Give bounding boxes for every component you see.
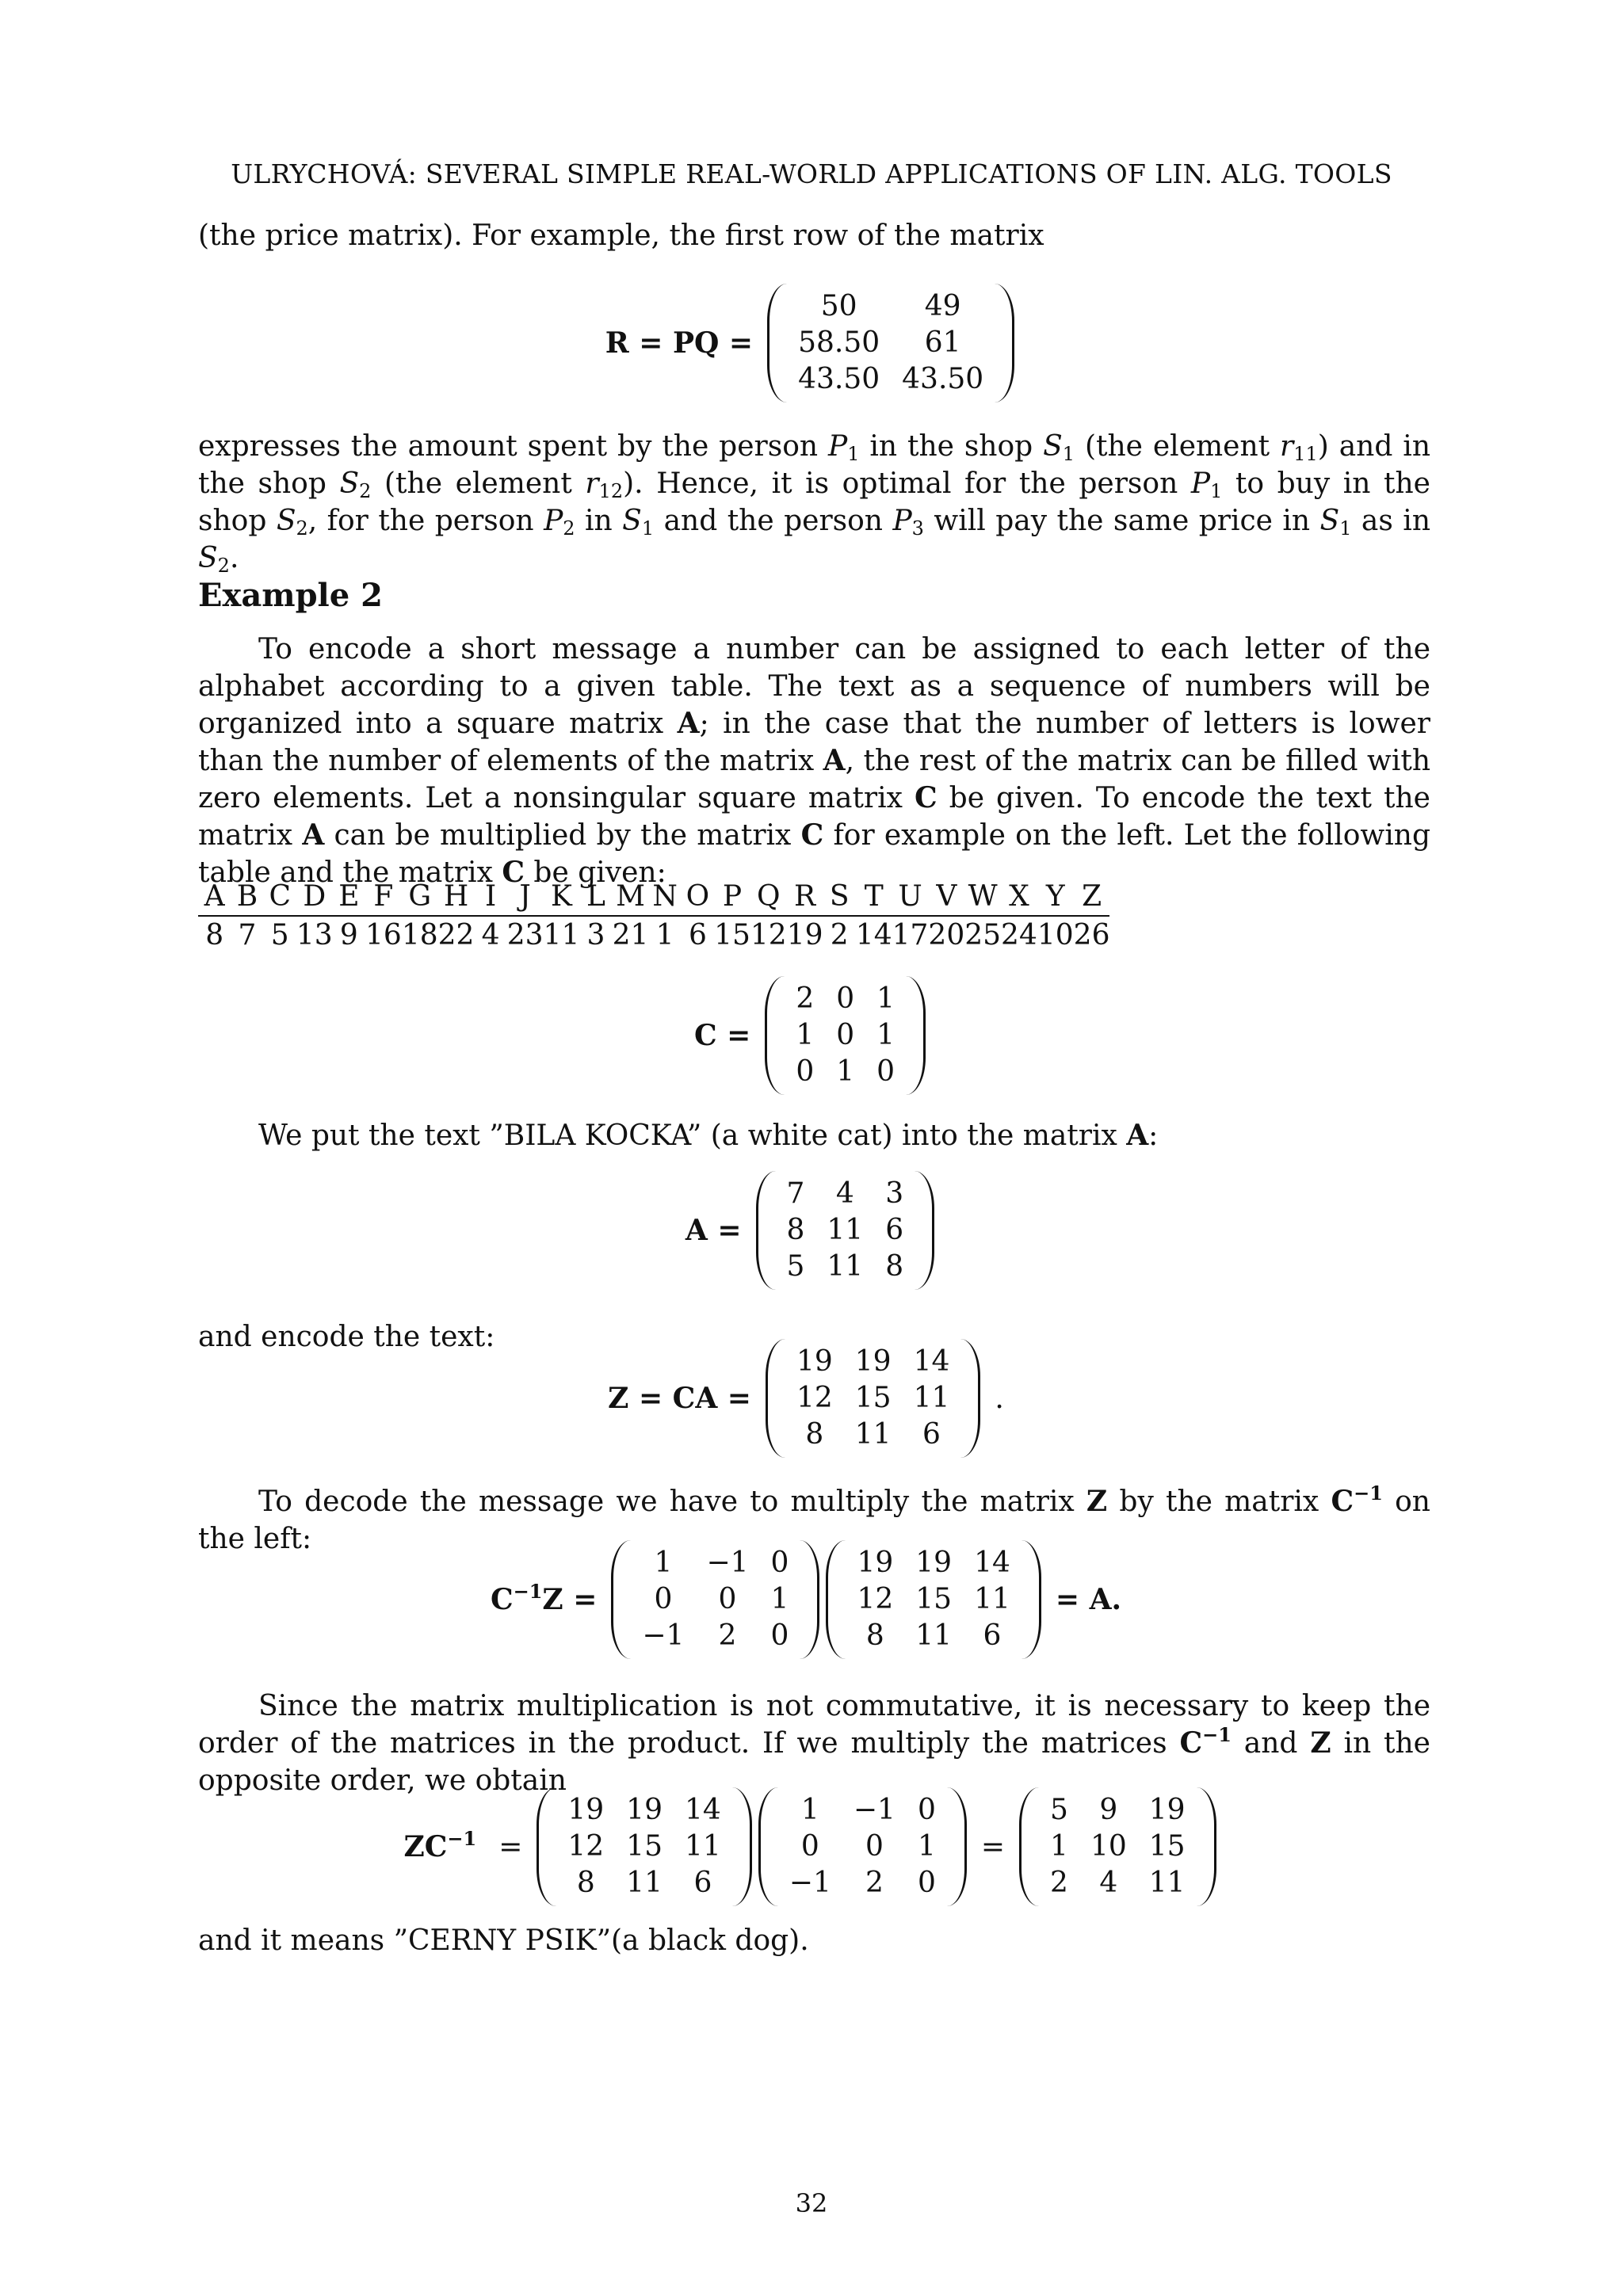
math-var: P	[892, 505, 912, 537]
matrix-cell: 12	[567, 1830, 605, 1863]
number-cell: 3	[586, 919, 605, 952]
matrix-cell: 0	[876, 1055, 896, 1088]
matrix-cell: −1	[642, 1619, 685, 1652]
matrix-cell: 0	[718, 1583, 737, 1615]
matrix-row	[776, 1176, 915, 1212]
matrix-row	[846, 1618, 1021, 1654]
matrix-c-table	[785, 981, 906, 1090]
math-var: P	[544, 505, 563, 537]
matrix-cell: 11	[915, 1619, 953, 1652]
number-cell: 23	[506, 919, 544, 952]
matrix-cell: 11	[827, 1250, 864, 1283]
subscript: 12	[598, 480, 624, 502]
math-bold: C	[800, 818, 824, 852]
matrix-c-inverse-table	[631, 1545, 800, 1654]
math-var: S	[1319, 505, 1340, 537]
matrix-cell: 0	[654, 1583, 673, 1615]
text-run: (the element	[1075, 430, 1280, 463]
math-var: r	[1280, 430, 1294, 463]
matrix-row	[785, 1344, 960, 1380]
text-run: ). Hence, it is optimal for the person	[623, 467, 1191, 500]
right-paren	[1022, 1540, 1041, 1659]
text-run: We put the text ”BILA KOCKA” (a white cat) into the matrix	[258, 1119, 1127, 1152]
math-bold: A	[1126, 1119, 1149, 1152]
matrix-row	[556, 1829, 731, 1865]
letter-cell: A	[198, 878, 231, 916]
number-cell: 14	[855, 919, 892, 952]
number-cell: 16	[365, 919, 402, 952]
math-var: P	[1190, 467, 1211, 500]
math-var: S	[198, 542, 218, 574]
matrix-cell: 6	[693, 1867, 712, 1899]
text-run: and the person	[654, 505, 893, 537]
matrix-cell: 8	[885, 1250, 904, 1283]
matrix-cell: 8	[576, 1867, 595, 1899]
matrix-row	[787, 288, 995, 325]
matrix-cell: 15	[626, 1830, 663, 1863]
matrix-cell: 14	[974, 1547, 1010, 1579]
superscript: −1	[1202, 1723, 1232, 1746]
number-cell: 6	[688, 919, 707, 952]
text-run: as in	[1351, 505, 1431, 537]
text-run: :	[1148, 1119, 1159, 1152]
paragraph-put	[198, 1117, 1430, 1154]
equals-sign: =	[980, 1830, 1006, 1863]
matrix-cell: 1	[800, 1794, 819, 1826]
matrix-row	[778, 1792, 947, 1829]
text-run: to buy in the shop	[198, 467, 1430, 537]
matrix-z-decode	[826, 1540, 1041, 1659]
number-cell: 26	[1073, 919, 1110, 952]
matrix-cell: 15	[915, 1583, 953, 1615]
matrix-cell: 1	[876, 982, 896, 1015]
text-run: expresses the amount spent by the person	[198, 430, 828, 463]
matrix-result	[1019, 1787, 1216, 1906]
text-run: and	[1231, 1727, 1311, 1760]
matrix-z-table	[785, 1344, 960, 1453]
matrix-cell: 19	[857, 1547, 894, 1579]
matrix-row	[1039, 1829, 1197, 1865]
text-run: Since the matrix multiplication is not commutative, it is necessary to keep the order of the matrices in the product. If we multiply the matrices	[198, 1690, 1430, 1760]
number-cell: 5	[270, 919, 289, 952]
right-paren	[915, 1171, 934, 1290]
letter-cell: H	[438, 878, 475, 916]
math-bold: C	[1331, 1485, 1354, 1518]
matrix-cell: 2	[1050, 1867, 1068, 1899]
matrix-row	[846, 1581, 1021, 1618]
number-cell: 10	[1037, 919, 1074, 952]
matrix-cell: 2	[718, 1619, 737, 1652]
text-run: ; in the case that the number of letters is lower than the number of elements of the matrix	[198, 707, 1430, 777]
text-run: can be multiplied by the matrix	[324, 819, 801, 852]
matrix-cell: 6	[885, 1214, 904, 1246]
number-cell: 4	[481, 919, 500, 952]
matrix-row	[785, 1380, 960, 1417]
superscript: −1	[447, 1826, 477, 1850]
matrix-cell: 6	[922, 1418, 941, 1451]
matrix-row	[631, 1618, 800, 1654]
subscript: 2	[563, 517, 575, 540]
text-run: To encode a short message a number can be assigned to each letter of the alphabet according to a given table. The text as a sequence of numbers will be organized into a square matrix	[198, 633, 1430, 740]
math-bold: C	[490, 1582, 514, 1616]
letter-cell: P	[714, 878, 750, 916]
subscript: 3	[911, 517, 924, 540]
matrix-cell: 1	[770, 1583, 789, 1615]
equation-lhs	[491, 1581, 597, 1619]
matrix-row	[787, 325, 995, 361]
matrix-cell: −1	[853, 1794, 896, 1826]
matrix-cell: −1	[789, 1867, 831, 1899]
matrix-cell: 15	[854, 1382, 892, 1414]
matrix-row	[785, 1054, 906, 1090]
matrix-row	[776, 1249, 915, 1285]
matrix-row	[778, 1829, 947, 1865]
number-cell: 7	[238, 919, 257, 952]
matrix-z-decode-table	[846, 1545, 1021, 1654]
number-cell: 2	[830, 919, 849, 952]
matrix-cell: 11	[1148, 1867, 1186, 1899]
matrix-z	[766, 1339, 980, 1458]
right-paren	[960, 1339, 980, 1458]
equation-rhs: = A.	[1055, 1582, 1122, 1616]
letter-cell: G	[402, 878, 438, 916]
equation-lhs: C =	[693, 1018, 751, 1052]
matrix-cell: 49	[924, 290, 961, 322]
equation-c	[0, 976, 1623, 1095]
matrix-row	[1039, 1792, 1197, 1829]
matrix-cell: 19	[915, 1547, 953, 1579]
equation-lhs: A =	[685, 1213, 742, 1247]
subscript: 2	[217, 555, 230, 577]
subscript: 1	[641, 517, 655, 540]
number-cell: 11	[543, 919, 580, 952]
equation-period: .	[995, 1382, 1004, 1415]
matrix-cell: 11	[827, 1214, 864, 1246]
paragraph-since	[198, 1688, 1430, 1799]
text-run: by the matrix	[1107, 1486, 1331, 1518]
text-run: on the left:	[198, 1486, 1430, 1555]
expresses-text	[198, 428, 1430, 577]
matrix-cell: 9	[1099, 1794, 1118, 1826]
number-cell: 9	[339, 919, 358, 952]
letter-number-table	[198, 878, 1109, 954]
subscript: 1	[1210, 480, 1223, 502]
matrix-row	[787, 361, 995, 398]
paragraph-encode	[198, 631, 1430, 891]
letter-cell: J	[507, 878, 544, 916]
matrix-row	[778, 1865, 947, 1901]
matrix-row	[776, 1212, 915, 1249]
letter-cell: U	[892, 878, 929, 916]
matrix-cell: 11	[974, 1583, 1010, 1615]
matrix-cell: 11	[913, 1382, 950, 1414]
math-bold: A	[823, 744, 846, 777]
matrix-c-inverse-right-table	[778, 1792, 947, 1901]
matrix-cell: 11	[626, 1867, 663, 1899]
matrix-cell: 58.50	[798, 326, 880, 359]
matrix-cell: 5	[786, 1250, 805, 1283]
text-run: be given:	[524, 856, 666, 889]
matrix-cell: 0	[865, 1830, 884, 1863]
text-run: , for the person	[307, 505, 544, 537]
equals-sign: =	[498, 1830, 523, 1863]
equation-a	[0, 1171, 1623, 1290]
since-text	[198, 1688, 1430, 1799]
number-cell: 19	[786, 919, 823, 952]
matrix-cell: 61	[924, 326, 961, 359]
text-run: in the shop	[859, 430, 1044, 463]
matrix-cell: 12	[857, 1583, 894, 1615]
number-cell: 22	[437, 919, 475, 952]
matrix-cell: 3	[885, 1177, 904, 1210]
number-cell: 17	[892, 919, 929, 952]
right-paren	[906, 976, 926, 1095]
matrix-cell: 11	[684, 1830, 721, 1863]
letter-cell: Z	[1074, 878, 1110, 916]
matrix-cell: 12	[796, 1382, 833, 1414]
letter-cell: C	[264, 878, 296, 916]
superscript: −1	[513, 1579, 543, 1603]
matrix-cell: 1	[796, 1019, 815, 1051]
math-bold: A	[677, 707, 700, 740]
number-cell: 24	[1001, 919, 1037, 952]
matrix-cell: 2	[796, 982, 815, 1015]
matrix-row	[556, 1792, 731, 1829]
text-run: be given. To encode the text the matrix	[198, 782, 1430, 852]
running-head: ULRYCHOVÁ: SEVERAL SIMPLE REAL-WORLD APPLICATIONS OF LIN. ALG. TOOLS	[231, 158, 1392, 189]
text-run: for example on the left. Let the following table and the matrix	[198, 819, 1430, 889]
math-var: S	[339, 467, 360, 500]
means-text: and it means ”CERNY PSIK”(a black dog).	[198, 1924, 809, 1957]
number-cell: 15	[714, 919, 750, 952]
matrix-cell: 11	[854, 1418, 892, 1451]
number-cell: 13	[296, 919, 333, 952]
text-run: will pay the same price in	[923, 505, 1320, 537]
math-bold: C	[1179, 1726, 1203, 1760]
equation-zc-inverse	[0, 1787, 1623, 1906]
put-text	[198, 1117, 1430, 1154]
math-bold: Z	[1310, 1726, 1331, 1760]
matrix-cell: 43.50	[902, 363, 984, 395]
numbers-row	[198, 916, 1109, 954]
letter-cell: Q	[750, 878, 787, 916]
superscript: −1	[1354, 1482, 1383, 1505]
subscript: 1	[1339, 517, 1352, 540]
matrix-cell: 6	[983, 1619, 1002, 1652]
letter-cell: B	[231, 878, 263, 916]
matrix-cell: 7	[786, 1177, 805, 1210]
matrix-cell: 0	[917, 1794, 936, 1826]
letter-cell: E	[333, 878, 365, 916]
matrix-cell: 0	[770, 1619, 789, 1652]
matrix-cell: 4	[835, 1177, 854, 1210]
matrix-c-inverse	[611, 1540, 819, 1659]
matrix-cell: 1	[876, 1019, 896, 1051]
letter-cell: T	[856, 878, 892, 916]
left-paren	[756, 1171, 776, 1290]
left-paren	[766, 1339, 785, 1458]
intro-text: (the price matrix). For example, the first row of the matrix	[198, 219, 1044, 252]
letters-row	[198, 878, 1109, 916]
letter-cell: I	[474, 878, 506, 916]
letter-cell: V	[928, 878, 964, 916]
matrix-cell: 1	[654, 1547, 673, 1579]
page-number: 32	[795, 2188, 828, 2218]
math-bold: Z =	[542, 1582, 598, 1616]
and-encode-text: and encode the text:	[198, 1321, 495, 1353]
equation-lhs	[403, 1826, 477, 1866]
matrix-c	[765, 976, 926, 1095]
matrix-r-table	[787, 288, 995, 398]
matrix-cell: 19	[626, 1794, 663, 1826]
text-run: in	[575, 505, 623, 537]
matrix-z-left	[537, 1787, 751, 1906]
matrix-cell: 4	[1099, 1867, 1118, 1899]
matrix-cell: 0	[836, 982, 855, 1015]
matrix-row	[556, 1865, 731, 1901]
letter-cell: K	[544, 878, 580, 916]
matrix-cell: 15	[1148, 1830, 1186, 1863]
matrix-cell: 19	[1148, 1794, 1186, 1826]
math-var: r	[585, 467, 599, 500]
subscript: 11	[1293, 443, 1318, 465]
matrix-cell: 19	[567, 1794, 605, 1826]
left-paren	[765, 976, 785, 1095]
subscript: 1	[1062, 443, 1075, 465]
math-bold: C	[914, 781, 938, 814]
number-cell: 20	[928, 919, 965, 952]
text-run: To decode the message we have to multiply the matrix	[258, 1486, 1086, 1518]
left-paren	[826, 1540, 846, 1659]
matrix-cell: 1	[917, 1830, 936, 1863]
matrix-row	[631, 1545, 800, 1581]
subscript: 1	[847, 443, 860, 465]
matrix-cell: 10	[1090, 1830, 1127, 1863]
matrix-result-table	[1039, 1792, 1197, 1901]
matrix-r	[767, 284, 1014, 402]
matrix-row	[785, 981, 906, 1017]
text-run: , the rest of the matrix can be filled with zero elements. Let a nonsingular square matrix	[198, 745, 1431, 814]
right-paren	[1197, 1787, 1216, 1906]
matrix-cell: 0	[770, 1547, 789, 1579]
number-cell: 8	[205, 919, 224, 952]
number-cell: 25	[964, 919, 1002, 952]
matrix-cell: 1	[836, 1055, 855, 1088]
matrix-cell: 8	[865, 1619, 884, 1652]
matrix-cell: 0	[800, 1830, 819, 1863]
matrix-cell: 43.50	[798, 363, 880, 395]
matrix-cell: 0	[796, 1055, 815, 1088]
matrix-cell: 19	[796, 1345, 833, 1378]
math-var: S	[276, 505, 296, 537]
equation-lhs: Z = CA =	[608, 1381, 751, 1415]
math-bold: C	[502, 856, 525, 889]
matrix-cell: 0	[917, 1867, 936, 1899]
matrix-cell: 1	[1050, 1830, 1068, 1863]
intro-paragraph	[198, 217, 1430, 254]
paragraph-expresses	[198, 428, 1430, 577]
number-cell: 1	[655, 919, 674, 952]
right-paren	[947, 1787, 967, 1906]
math-var: P	[827, 430, 848, 463]
matrix-a	[756, 1171, 935, 1290]
matrix-cell: −1	[706, 1547, 749, 1579]
letter-cell: D	[296, 878, 333, 916]
letter-cell: F	[365, 878, 402, 916]
matrix-cell: 5	[1050, 1794, 1068, 1826]
number-cell: 12	[750, 919, 787, 952]
letter-cell: O	[682, 878, 714, 916]
matrix-a-table	[776, 1176, 915, 1285]
matrix-cell: 2	[865, 1867, 884, 1899]
equation-z-ca	[0, 1339, 1623, 1458]
text-run: .	[229, 542, 239, 574]
subscript: 2	[359, 480, 372, 502]
matrix-cell: 8	[805, 1418, 824, 1451]
matrix-row	[846, 1545, 1021, 1581]
math-var: S	[1043, 430, 1063, 463]
letter-cell: W	[964, 878, 1001, 916]
letter-cell: S	[823, 878, 856, 916]
matrix-cell: 14	[684, 1794, 721, 1826]
matrix-row	[1039, 1865, 1197, 1901]
subscript: 2	[296, 517, 308, 540]
math-bold: A	[302, 818, 325, 852]
paragraph-means	[198, 1922, 1430, 1959]
matrix-row	[785, 1017, 906, 1054]
text-run: ) and in the shop	[198, 430, 1430, 500]
text-run: (the element	[371, 467, 586, 500]
letter-cell: Y	[1037, 878, 1074, 916]
letter-cell: M	[613, 878, 649, 916]
number-cell: 21	[612, 919, 649, 952]
encode-text	[198, 631, 1430, 891]
matrix-cell: 19	[854, 1345, 892, 1378]
matrix-c-inverse-right	[758, 1787, 967, 1906]
equation-decode	[0, 1540, 1623, 1659]
matrix-cell: 50	[820, 290, 857, 322]
matrix-cell: 0	[836, 1019, 855, 1051]
matrix-cell: 14	[913, 1345, 950, 1378]
letter-cell: N	[648, 878, 681, 916]
equation-lhs: R = PQ =	[605, 326, 754, 360]
letter-cell: L	[579, 878, 612, 916]
left-paren	[767, 284, 787, 402]
right-paren	[800, 1540, 819, 1659]
left-paren	[1019, 1787, 1039, 1906]
left-paren	[537, 1787, 556, 1906]
text-run: in the opposite order, we obtain	[198, 1727, 1430, 1797]
equation-r-pq	[0, 284, 1623, 402]
matrix-row	[631, 1581, 800, 1618]
matrix-cell: 8	[786, 1214, 805, 1246]
letter-cell: X	[1001, 878, 1037, 916]
left-paren	[758, 1787, 778, 1906]
math-bold: Z	[1086, 1485, 1108, 1518]
right-paren	[732, 1787, 752, 1906]
section-heading: Example 2	[198, 577, 383, 614]
letter-cell: R	[787, 878, 823, 916]
math-bold: ZC	[403, 1829, 448, 1863]
right-paren	[995, 284, 1014, 402]
left-paren	[611, 1540, 631, 1659]
math-var: S	[622, 505, 642, 537]
matrix-z-left-table	[556, 1792, 731, 1901]
matrix-row	[785, 1417, 960, 1453]
number-cell: 18	[401, 919, 438, 952]
